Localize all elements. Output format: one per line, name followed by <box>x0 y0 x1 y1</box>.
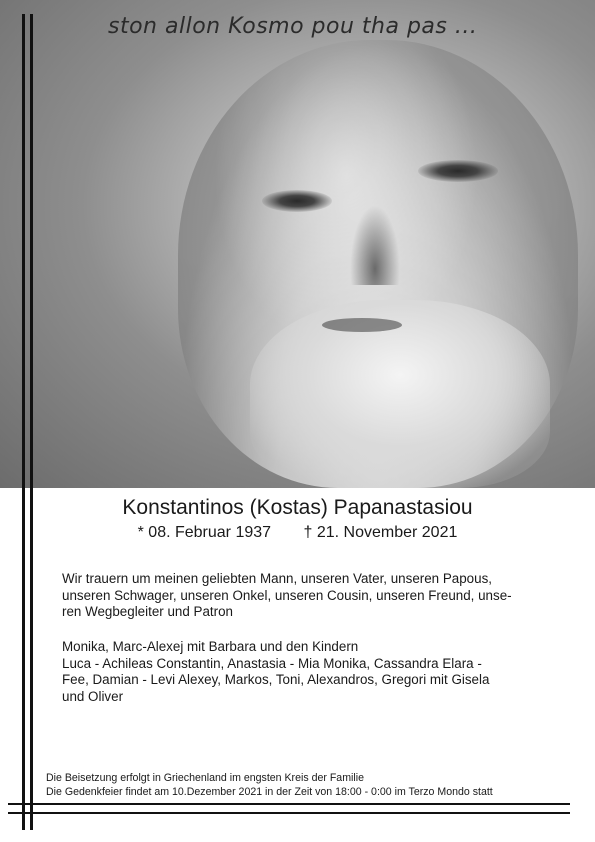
life-dates <box>0 524 595 542</box>
portrait-nose <box>350 205 400 285</box>
family-line: und Oliver <box>62 688 124 704</box>
mourning-line: ren Wegbegleiter und Patron <box>62 604 233 619</box>
portrait-eye-right <box>418 160 498 182</box>
mourning-line: Wir trauern um meinen geliebten Mann, unseren Vater, unseren Papous, <box>62 571 492 586</box>
memorial-line: Die Gedenkfeier findet am 10.Dezember 2021 in der Zeit von 18:00 - 0:00 im Terzo Mondo statt <box>46 786 493 798</box>
burial-line: Die Beisetzung erfolgt in Griechenland im engsten Kreis der Familie <box>46 772 364 784</box>
portrait-mouth <box>322 318 402 332</box>
mourning-line: unseren Schwager, unseren Onkel, unseren Cousin, unseren Freund, unse- <box>62 587 512 603</box>
birth-date: * 08. Februar 1937 <box>137 524 272 541</box>
family-line: Fee, Damian - Levi Alexey, Markos, Toni, Alexandros, Gregori mit Gisela <box>62 672 490 687</box>
family-names <box>62 639 542 705</box>
border-line-horizontal <box>8 803 570 805</box>
border-line-vertical <box>30 14 33 830</box>
family-line: Luca - Achileas Constantin, Anastasia - Mia Monika, Cassandra Elara - <box>62 655 482 671</box>
family-line: Monika, Marc-Alexej mit Barbara und den Kindern <box>62 639 359 654</box>
mourning-text <box>62 571 542 621</box>
border-line-horizontal <box>8 812 570 814</box>
portrait-eye-left <box>262 190 332 212</box>
death-date: † 21. November 2021 <box>303 524 458 541</box>
deceased-name: Konstantinos (Kostas) Papanastasiou <box>122 496 473 519</box>
motto-text: ston allon Kosmo pou tha pas ... <box>108 14 478 39</box>
portrait-beard <box>250 300 550 488</box>
border-line-vertical <box>22 14 25 830</box>
funeral-info <box>46 771 493 799</box>
